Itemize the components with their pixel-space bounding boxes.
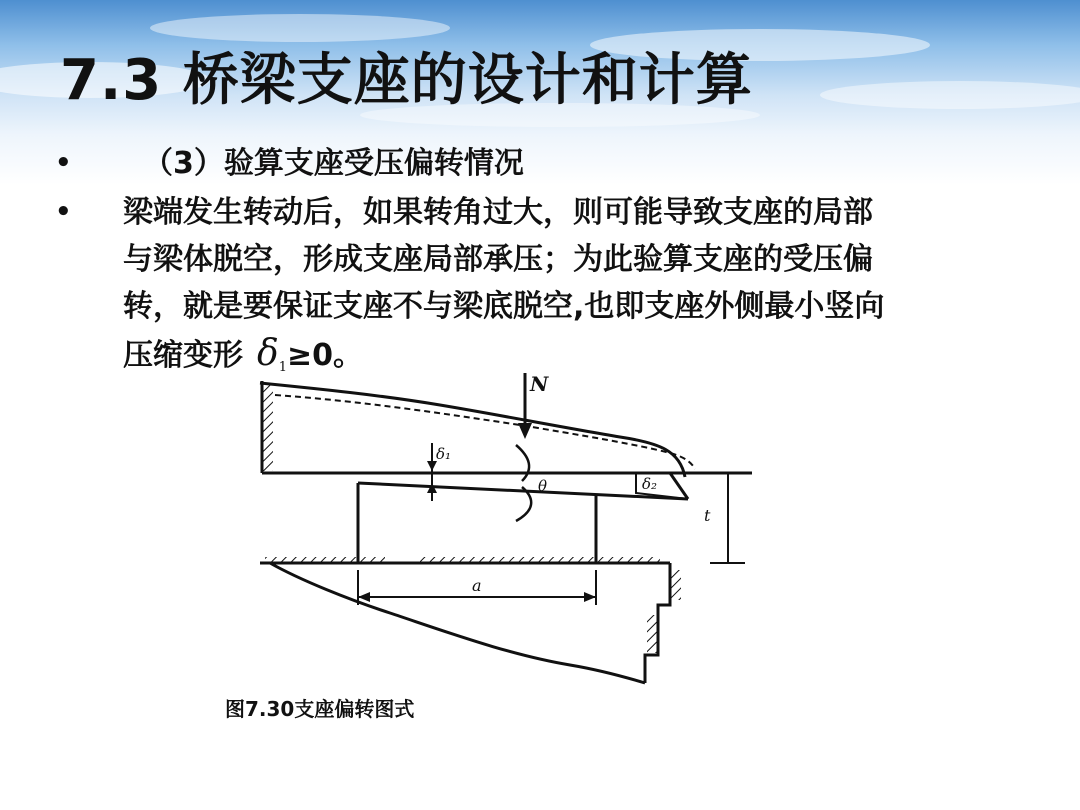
label-load-n: N [530, 372, 549, 396]
label-theta: θ [538, 477, 548, 495]
formula-relation: ≥0。 [286, 338, 363, 373]
beam-top-outline [260, 383, 685, 477]
bullet-dot-icon: • [55, 197, 72, 227]
bullet-item [55, 189, 1045, 391]
bullet-line: 与梁体脱空，形成支座局部承压；为此验算支座的受压偏 [123, 242, 873, 277]
label-thickness-t: t [704, 506, 711, 525]
pier-left-profile [270, 563, 645, 683]
bullet-text: （3）验算支座受压偏转情况 [143, 146, 524, 181]
beam-rotated-dashed [275, 395, 695, 469]
bullet-line: 梁端发生转动后，如果转角过大，则可能导致支座的局部 [123, 195, 873, 230]
beam-rotated-underside [358, 483, 688, 499]
bullet-list [55, 140, 1045, 391]
label-width-a: a [472, 576, 482, 595]
bearing-rotation-diagram [240, 365, 760, 685]
bullet-item [55, 140, 1045, 187]
label-delta1: δ₁ [436, 445, 452, 463]
delta-symbol: δ [257, 333, 279, 374]
delta-subscript: 1 [278, 360, 287, 375]
figure-caption: 图7.30支座偏转图式 [225, 697, 415, 721]
label-delta2: δ₂ [642, 475, 658, 493]
bullet-line: 转，就是要保证支座不与梁底脱空,也即支座外侧最小竖向 [123, 289, 885, 324]
rotation-arc-top [516, 445, 529, 481]
slide-title: 7.3 桥梁支座的设计和计算 [60, 48, 753, 113]
bullet-line-last: 压缩变形 $\delta_1\ge 0$。 [123, 333, 363, 375]
bullet-dot-icon: • [55, 148, 72, 178]
